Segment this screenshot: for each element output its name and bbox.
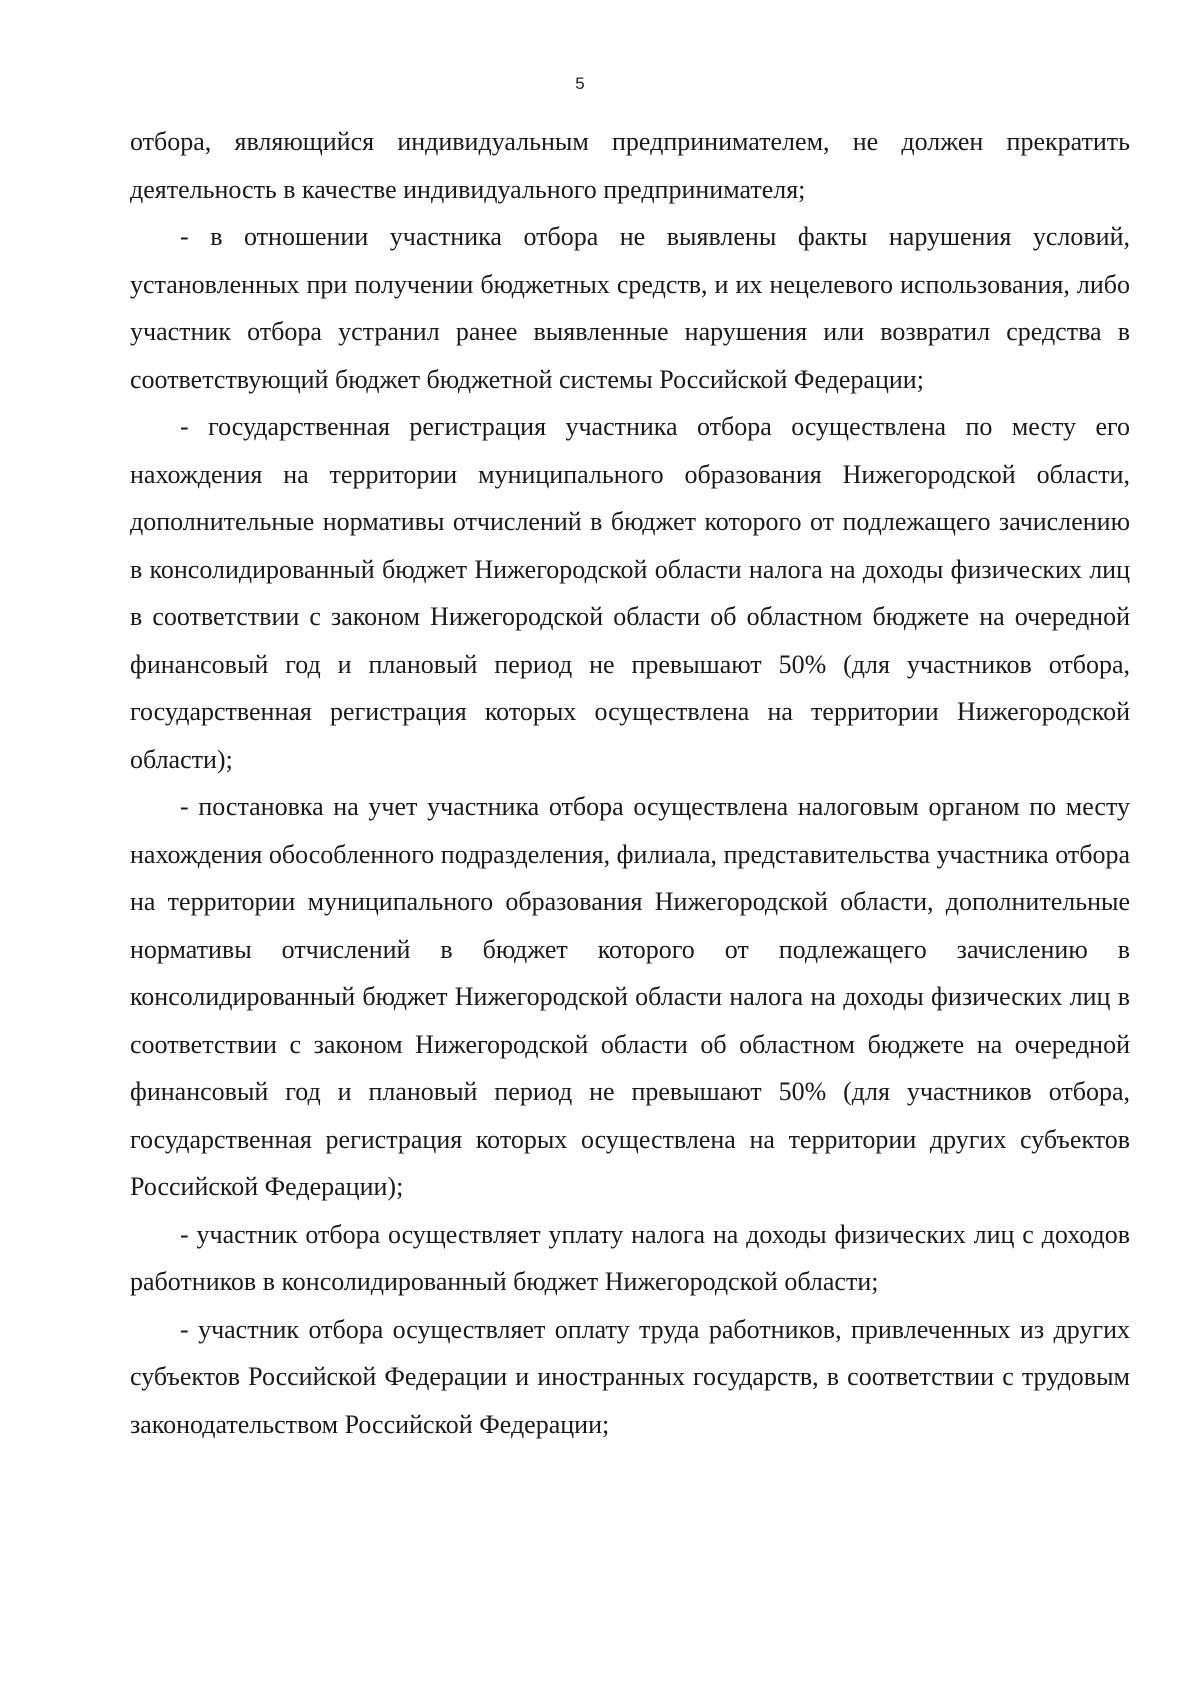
paragraph-income-tax-payment: - участник отбора осуществляет уплату налога на доходы физических лиц с доходов работников в консолидированный бюджет Нижегородской области;	[130, 1219, 1130, 1296]
paragraph-budget-violations: - в отношении участника отбора не выявлены факты нарушения условий, установленных при получении бюджетных средств, и их нецелевого использования, либо участник отбора устранил ранее выявленные нарушения или возвратил средства в соответствующий бюджет бюджетной системы Российской Федерации;	[130, 222, 1130, 394]
document-body	[130, 118, 1130, 1448]
paragraph-state-registration: - государственная регистрация участника отбора осуществлена по месту его нахождения на территории муниципального образования Нижегородской области, дополнительные нормативы отчислений в бюджет которого от подлежащего зачислению в консолидированный бюджет Нижегородской области налога на доходы физических лиц в соответствии с законом Нижегородской области об областном бюджете на очередной финансовый год и плановый период не превышают 50% (для участников отбора, государственная регистрация которых осуществлена на территории Нижегородской области);	[130, 412, 1130, 774]
page-number: 5	[575, 74, 585, 93]
paragraph-tax-registration: - постановка на учет участника отбора осуществлена налоговым органом по месту нахождения обособленного подразделения, филиала, представительства участника отбора на территории муниципального образования Нижегородской области, дополнительные нормативы отчислений в бюджет которого от подлежащего зачислению в консолидированный бюджет Нижегородской области налога на доходы физических лиц в соответствии с законом Нижегородской области об областном бюджете на очередной финансовый год и плановый период не превышают 50% (для участников отбора, государственная регистрация которых осуществлена на территории других субъектов Российской Федерации);	[130, 792, 1130, 1201]
paragraph-labor-payment: - участник отбора осуществляет оплату труда работников, привлеченных из других субъектов Российской Федерации и иностранных государств, в соответствии с трудовым законодательством Российской Федерации;	[130, 1314, 1130, 1439]
paragraph-continuation: отбора, являющийся индивидуальным предпринимателем, не должен прекратить деятельность в качестве индивидуального предпринимателя;	[130, 127, 1130, 204]
